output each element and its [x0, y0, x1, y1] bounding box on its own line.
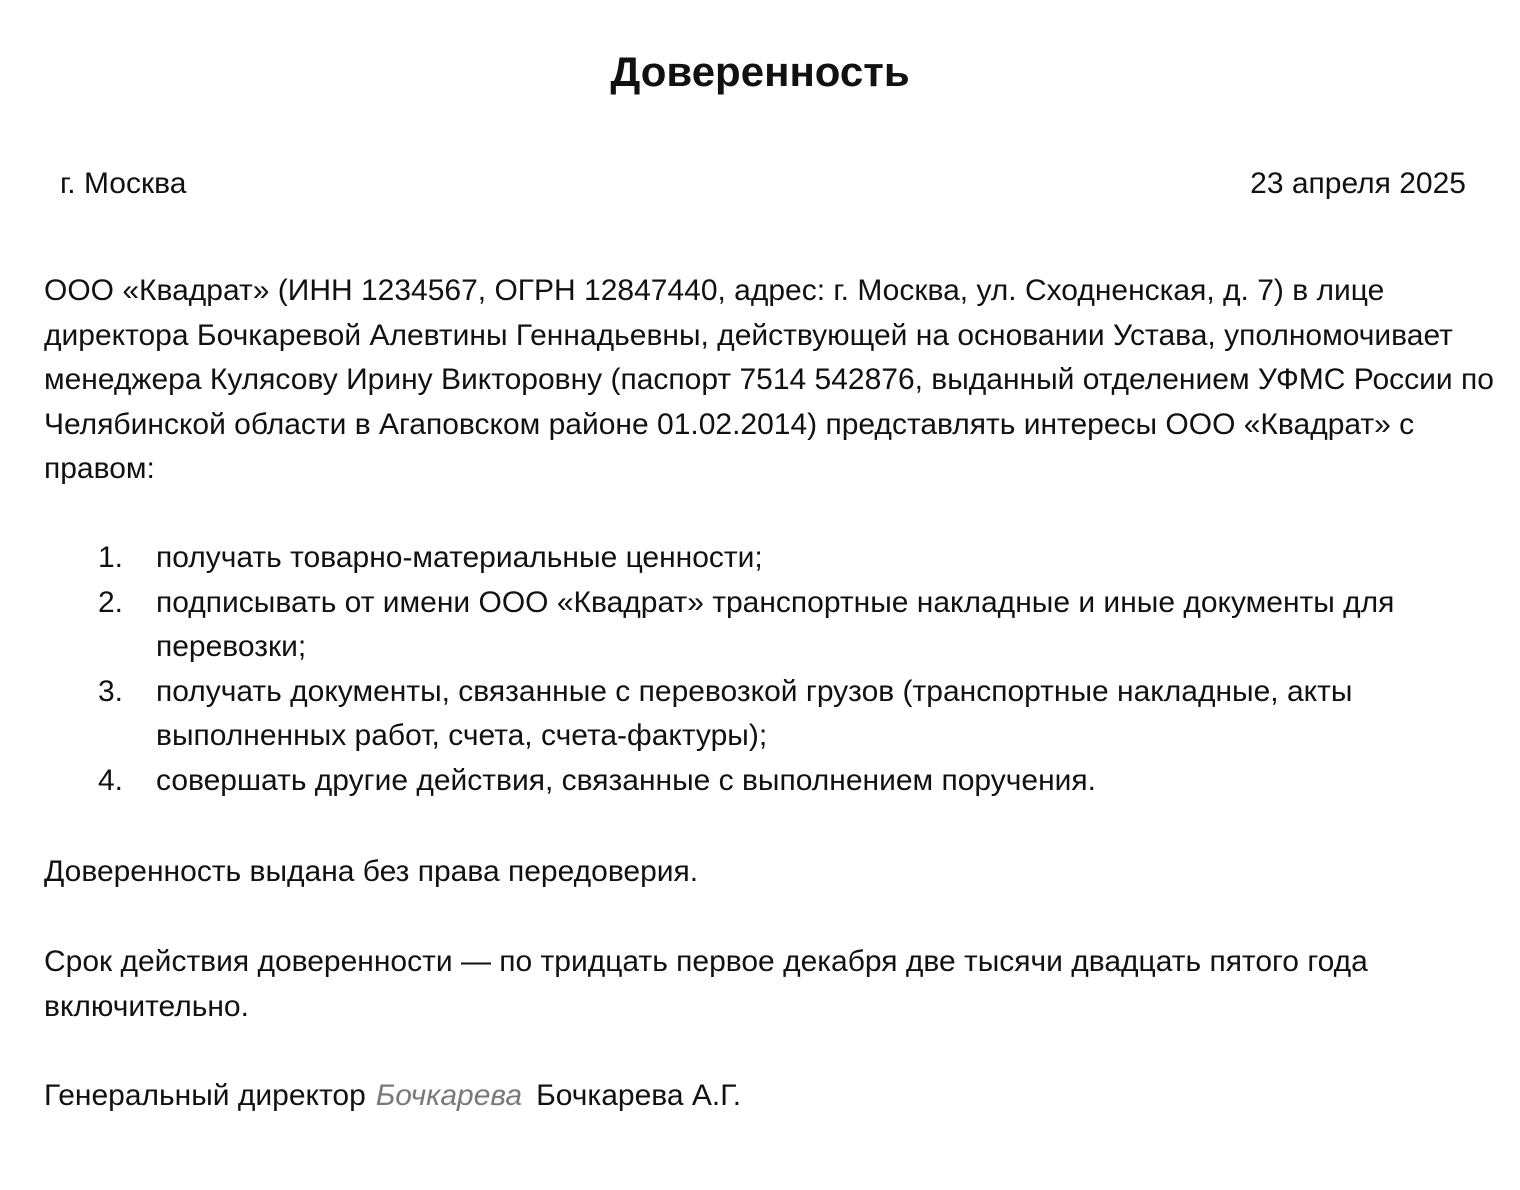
- list-item-number: 4.: [98, 763, 124, 797]
- list-item-text: совершать другие действия, связанные с выполнением поручения.: [156, 763, 1096, 797]
- list-item-number: 1.: [98, 541, 124, 574]
- intro-paragraph: ООО «Квадрат» (ИНН 1234567, ОГРН 12847440, адрес: г. Москва, ул. Сходненская, д. 7) в лице директора Бочкаревой Алевтины Геннадьевны, действующей на основании Устава, уполномочивает менеджера Кулясову Ирину Викторовну (паспорт 7514 542876, выданный отделением УФМС России по Челябинской области в Агаповском районе 01.02.2014) представлять интересы ООО «Квадрат» с правом:: [44, 274, 1494, 486]
- validity-paragraph: Срок действия доверенности — по тридцать первое декабря две тысячи двадцать пятого года включительно.: [44, 945, 1368, 1023]
- signature-row: [44, 1074, 741, 1119]
- place-date-row: [60, 164, 1466, 204]
- list-item-text: подписывать от имени ООО «Квадрат» транспортные накладные и иные документы для перевозки;: [156, 585, 1395, 664]
- rights-list: [44, 536, 1494, 804]
- handwritten-signature: Бочкарева: [375, 1079, 523, 1112]
- document-date: 23 апреля 2025: [1250, 167, 1466, 200]
- list-item-number: 2.: [98, 585, 124, 619]
- document-city: г. Москва: [60, 167, 187, 200]
- signer-position: Генеральный директор: [44, 1079, 366, 1112]
- list-item-number: 3.: [98, 674, 124, 708]
- list-item-text: получать товарно-материальные ценности;: [156, 541, 763, 574]
- list-item: [44, 670, 1494, 759]
- list-item: [44, 581, 1494, 670]
- signer-name: Бочкарева А.Г.: [536, 1079, 742, 1112]
- list-item: [44, 536, 1494, 581]
- list-item: [44, 759, 1494, 804]
- no-substitution-paragraph: Доверенность выдана без права передоверия.: [44, 855, 699, 888]
- document-title: Доверенность: [610, 48, 910, 95]
- list-item-text: получать документы, связанные с перевозкой грузов (транспортные накладные, акты выполненных работ, счета, счета-фактуры);: [156, 674, 1353, 753]
